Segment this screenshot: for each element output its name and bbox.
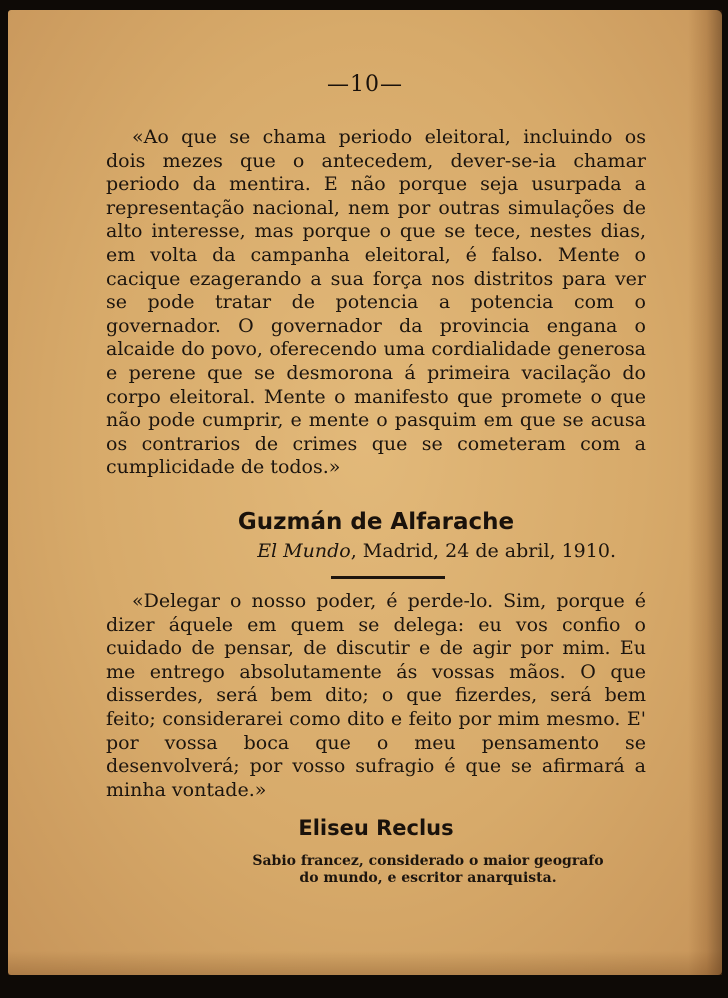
quote-source bbox=[106, 540, 616, 562]
book-page bbox=[8, 10, 722, 975]
source-details: , Madrid, 24 de abril, 1910. bbox=[350, 540, 616, 562]
quote-author: Guzmán de Alfarache bbox=[237, 509, 515, 535]
section-divider bbox=[331, 576, 445, 579]
quote-author: Eliseu Reclus bbox=[298, 816, 454, 840]
page-number: —10— bbox=[327, 72, 403, 97]
quote-text: «Delegar o nosso poder, é perde-lo. Sim, porque é dizer áquele em quem se delega: eu vos confio o cuidado de pensar, de discutir e de agir por mim. Eu me entrego absolutamente ás vossas mãos. O que disserdes, será bem dito; o que fizerdes, será bem feito; considerarei como dito e feito por mim mesmo. E' por vossa boca que o meu pensamento se desenvolverá; por vosso sufragio é que se afirmará a minha vontade.» bbox=[106, 590, 646, 801]
source-publication: El Mundo bbox=[257, 540, 351, 562]
author-bio bbox=[208, 853, 648, 887]
page-spine-shadow bbox=[688, 10, 722, 975]
author-bio-line: Sabio francez, considerado o maior geografo bbox=[252, 853, 604, 869]
page-bottom-shadow bbox=[8, 951, 722, 975]
author-bio-line: do mundo, e escritor anarquista. bbox=[299, 870, 557, 886]
quote-text: «Ao que se chama periodo eleitoral, incluindo os dois mezes que o antecedem, dever-se-ia chamar periodo da mentira. E não porque seja usurpada a representação nacional, nem por outras simulações de alto interesse, mas porque o que se tece, nestes dias, em volta da campanha eleitoral, é falso. Mente o cacique ezagerando a sua força nos distritos para ver se pode tratar de potencia a potencia com o governador. O governador da provincia engana o alcaide do povo, oferecendo uma cordialidade generosa e perene que se desmorona á primeira vacilação do corpo eleitoral. Mente o manifesto que promete o que não pode cumprir, e mente o pasquim em que se acusa os contrarios de crimes que se cometeram com a cumplicidade de todos.» bbox=[106, 126, 646, 479]
